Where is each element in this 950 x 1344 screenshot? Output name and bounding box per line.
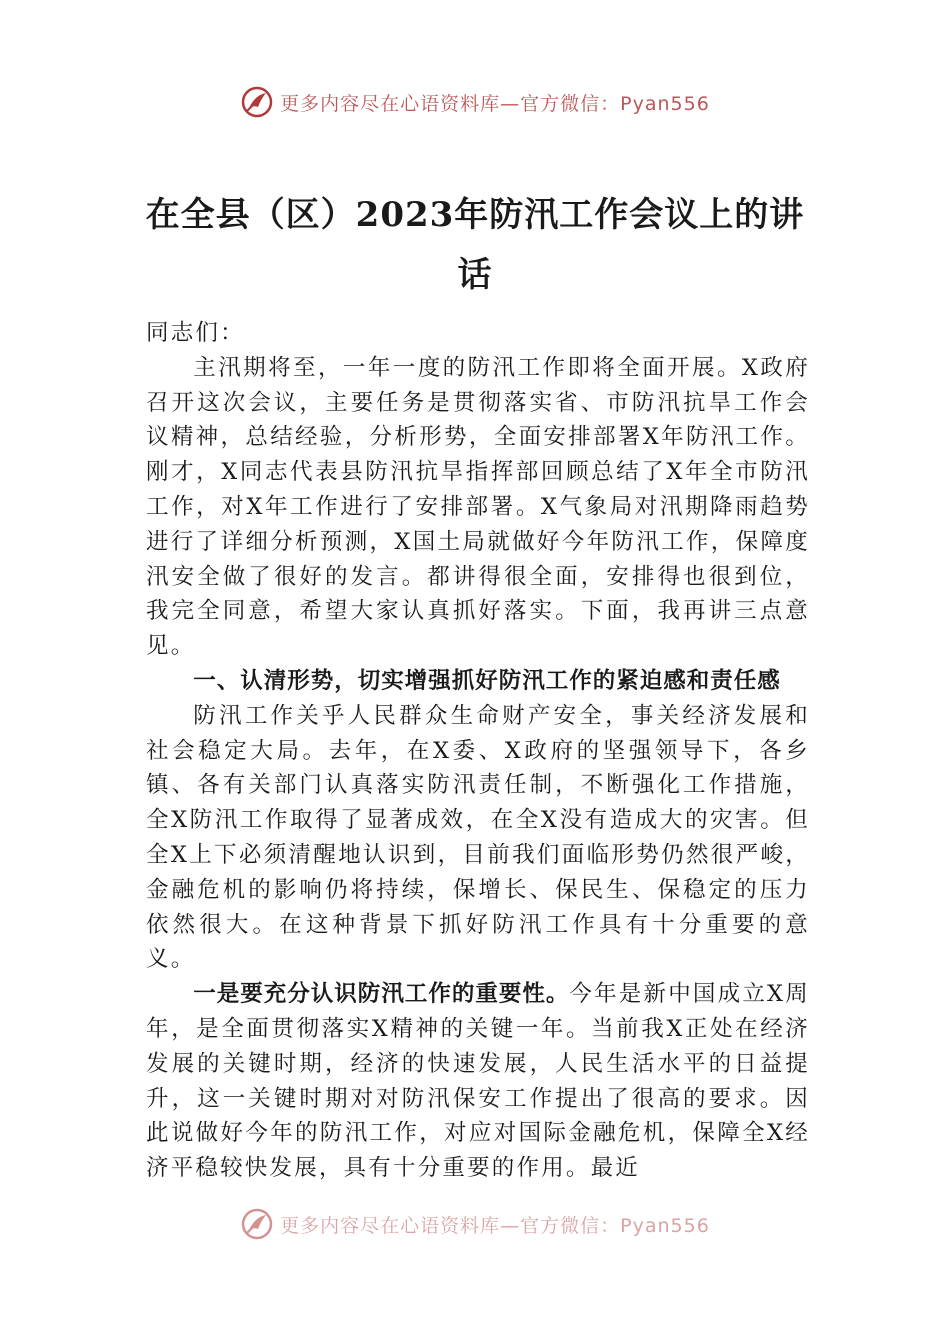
document-body [146, 316, 810, 1186]
paragraph-3 [146, 977, 810, 1186]
section-heading-1: 一、认清形势，切实增强抓好防汛工作的紧迫感和责任感 [193, 667, 781, 694]
watermark-text: 更多内容尽在心语资料库—官方微信：Pyan556 [280, 92, 710, 115]
watermark-header [0, 82, 950, 122]
watermark-text: 更多内容尽在心语资料库—官方微信：Pyan556 [280, 1214, 710, 1237]
logo-icon [240, 85, 274, 119]
paragraph-3-body: 今年是新中国成立X周年，是全面贯彻落实X精神的关键一年。当前我X正处在经济发展的关键时期，经济的快速发展，人民生活水平的日益提升，这一关键时期对对防汛保安工作提出了很高的要求。因此说做好今年的防汛工作，对应对国际金融危机，保障全X经济平稳较快发展，具有十分重要的作用。最近 [146, 981, 810, 1182]
watermark-footer [0, 1204, 950, 1244]
paragraph-3-lead: 一是要充分认识防汛工作的重要性。 [193, 981, 570, 1008]
paragraph-1: 主汛期将至，一年一度的防汛工作即将全面开展。X政府召开这次会议，主要任务是贯彻落实省、市防汛抗旱工作会议精神，总结经验，分析形势，全面安排部署X年防汛工作。刚才，X同志代表县防汛抗旱指挥部回顾总结了X年全市防汛工作，对X年工作进行了安排部署。X气象局对汛期降雨趋势进行了详细分析预测，X国土局就做好今年防汛工作，保障度汛安全做了很好的发言。都讲得很全面，安排得也很到位，我完全同意，希望大家认真抓好落实。下面，我再讲三点意见。 [146, 354, 810, 660]
salutation: 同志们： [146, 320, 245, 346]
paragraph-2: 防汛工作关乎人民群众生命财产安全，事关经济发展和社会稳定大局。去年，在X委、X政府的坚强领导下，各乡镇、各有关部门认真落实防汛责任制，不断强化工作措施，全X防汛工作取得了显著成效，在全X没有造成大的灾害。但全X上下必须清醒地认识到，目前我们面临形势仍然很严峻，金融危机的影响仍将持续，保增长、保民生、保稳定的压力依然很大。在这种背景下抓好防汛工作具有十分重要的意义。 [146, 702, 810, 973]
logo-icon [240, 1207, 274, 1241]
document-title: 在全县（区）2023年防汛工作会议上的讲话 [145, 195, 805, 295]
